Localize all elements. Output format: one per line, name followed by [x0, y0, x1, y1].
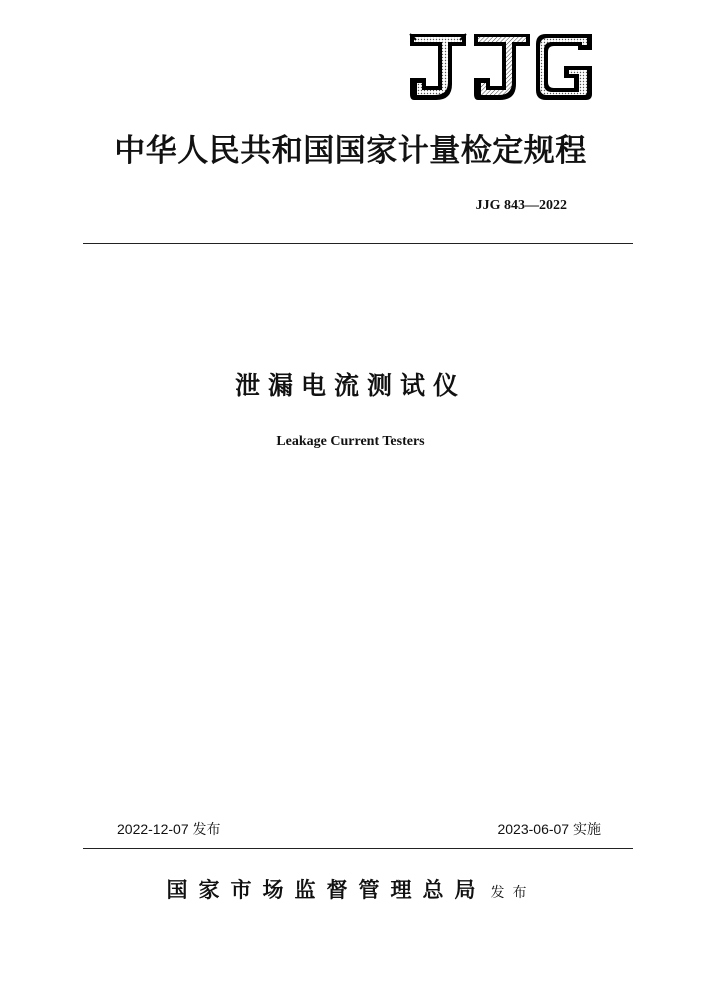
logo-letter-g: [536, 34, 592, 100]
top-divider: [83, 243, 633, 244]
issuer-suffix: 发布: [490, 885, 535, 901]
implementation-date: 2023-06-07 实施: [497, 821, 601, 837]
issuing-authority: [0, 874, 701, 909]
jjg-logo: [408, 32, 594, 102]
logo-letter-j2: [474, 34, 530, 100]
document-title-english: Leakage Current Testers: [276, 434, 425, 449]
document-title-chinese: 泄漏电流测试仪: [234, 371, 466, 400]
regulation-series-title: 中华人民共和国国家计量检定规程: [114, 133, 587, 169]
issue-date: 2022-12-07 发布: [117, 821, 221, 837]
bottom-divider: [83, 848, 633, 849]
issuer-name: 国家市场监督管理总局: [166, 877, 487, 902]
logo-letter-j1: [410, 34, 466, 100]
standard-number: JJG 843—2022: [475, 198, 567, 213]
